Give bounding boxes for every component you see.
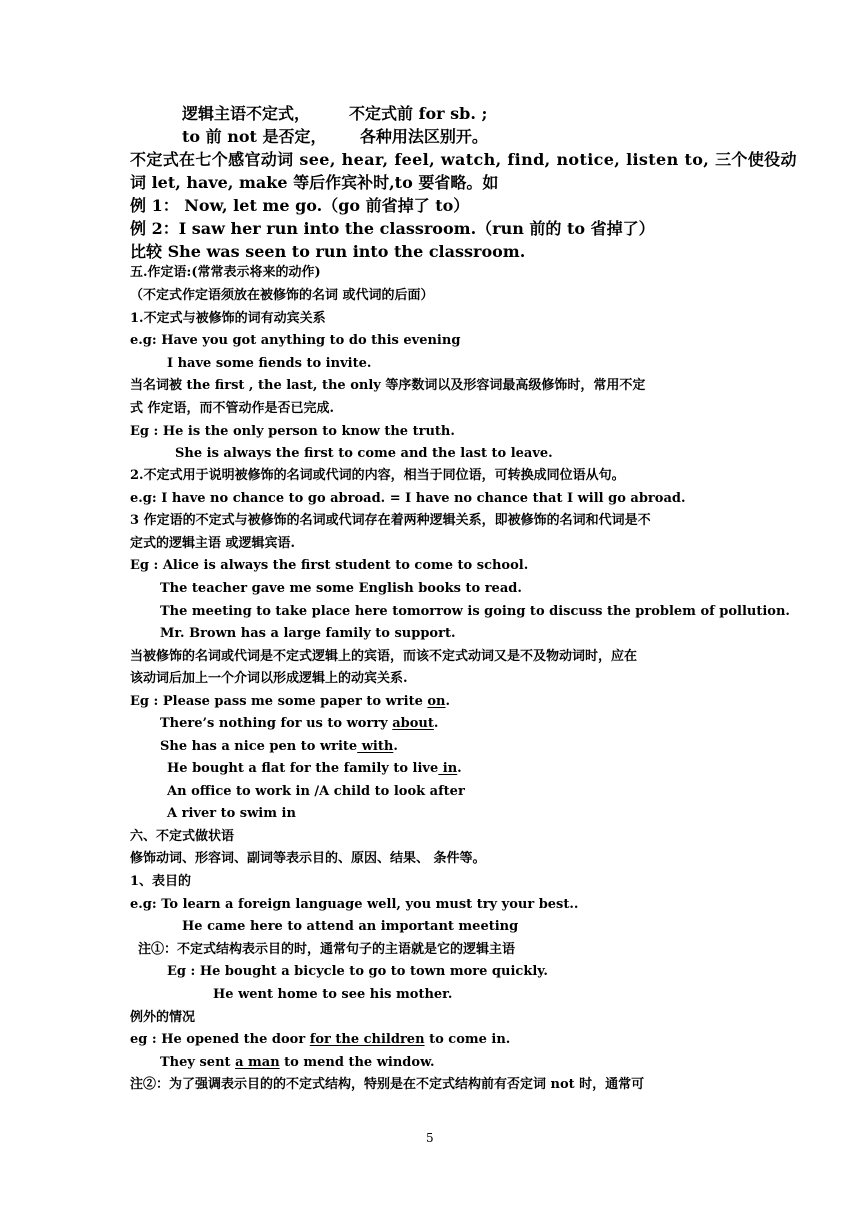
text-line: [130, 695, 450, 708]
text-line: [160, 627, 455, 640]
text-line: [130, 1078, 644, 1091]
text-segment: 定式的逻辑主语 或逻辑宾语.: [130, 536, 296, 551]
text-line: [130, 830, 234, 843]
text-line: [130, 559, 528, 572]
text-line: [130, 152, 797, 168]
underlined-word: in: [438, 761, 458, 776]
text-segment: eg : He opened the door: [130, 1032, 310, 1047]
text-segment: 注②：为了强调表示目的的不定式结构，特别是在不定式结构前有否定词 not 时，通常可: [130, 1077, 645, 1092]
text-segment: 比较 She was seen to run into the classroom.: [130, 242, 526, 261]
page-number: 5: [426, 1131, 434, 1145]
text-segment: 逻辑主语不定式，: [182, 104, 311, 123]
text-segment: Eg : He bought a bicycle to go to town more quickly.: [167, 964, 548, 979]
text-segment: 不定式前 for sb. ;: [349, 104, 488, 123]
text-segment: 各种用法区别开。: [359, 127, 488, 146]
text-line: [130, 852, 486, 865]
text-segment: 当名词被 the first , the last, the only 等序数词以及形容词最高级修饰时，常用不定: [130, 378, 646, 393]
text-segment: e.g: To learn a foreign language well, you must try your best..: [130, 897, 579, 912]
text-segment: .: [457, 761, 462, 776]
text-line: [167, 965, 548, 978]
text-segment: He went home to see his mother.: [213, 987, 453, 1002]
text-line: [160, 605, 790, 618]
text-line: [167, 807, 296, 820]
text-line: [130, 1011, 195, 1024]
text-line: [130, 198, 469, 214]
text-line: [160, 582, 522, 595]
text-line: [160, 717, 438, 730]
text-segment: 该动词后加上一个介词以形成逻辑上的动宾关系.: [130, 671, 408, 686]
text-segment: 五.作定语:(常常表示将来的动作): [130, 265, 321, 280]
text-line: [130, 221, 655, 237]
text-line: [167, 762, 462, 775]
text-line: [130, 875, 191, 888]
text-segment: 3 作定语的不定式与被修饰的名词或代词存在着两种逻辑关系，即被修饰的名词和代词是不: [130, 513, 651, 528]
text-line: [130, 492, 686, 505]
text-segment: to mend the window.: [279, 1055, 435, 1070]
text-segment: An office to work in /A child to look after: [167, 784, 465, 799]
text-segment: She is always the first to come and the last to leave.: [175, 446, 553, 461]
text-segment: He came here to attend an important meeting: [182, 919, 519, 934]
text-segment: 当被修饰的名词或代词是不定式逻辑上的宾语，而该不定式动词又是不及物动词时，应在: [130, 649, 638, 664]
text-line: [130, 334, 460, 347]
text-line: [130, 537, 295, 550]
text-line: [130, 898, 578, 911]
text-line: [213, 988, 452, 1001]
text-segment: [310, 104, 349, 123]
underlined-word: with: [357, 739, 394, 754]
text-line: [175, 447, 553, 460]
text-line: [130, 244, 525, 260]
text-line: [182, 129, 488, 145]
text-line: [130, 514, 651, 527]
text-line: [167, 357, 371, 370]
text-segment: Mr. Brown has a large family to support.: [160, 626, 456, 641]
text-segment: [326, 127, 359, 146]
text-line: [130, 425, 455, 438]
text-segment: to come in.: [424, 1032, 511, 1047]
text-segment: 1.不定式与被修饰的词有动宾关系: [130, 311, 326, 326]
text-segment: There’s nothing for us to worry: [160, 716, 393, 731]
text-line: [130, 289, 434, 302]
text-line: [130, 312, 326, 325]
text-segment: .: [445, 694, 451, 709]
text-segment: （不定式作定语须放在被修饰的名词 或代词的后面）: [130, 288, 434, 303]
text-segment: 六、不定式做状语: [130, 829, 235, 844]
text-segment: The teacher gave me some English books to read.: [160, 581, 522, 596]
underlined-word: on: [427, 694, 446, 709]
text-line: [182, 106, 487, 122]
underlined-word: for the children: [309, 1032, 425, 1047]
text-line: [130, 469, 625, 482]
text-line: [160, 740, 398, 753]
text-segment: 不定式在七个感官动词 see, hear, feel, watch, find, notice, listen to, 三个使役动: [130, 150, 797, 169]
text-segment: e.g: I have no chance to go abroad. = I have no chance that I will go abroad.: [130, 491, 686, 506]
text-line: [167, 785, 465, 798]
text-segment: I have some fiends to invite.: [167, 356, 372, 371]
underlined-word: about: [392, 716, 434, 731]
text-line: [130, 175, 498, 191]
text-segment: .: [393, 739, 398, 754]
text-segment: A river to swim in: [167, 806, 296, 821]
text-line: [130, 266, 321, 279]
text-line: [160, 1056, 434, 1069]
text-segment: 词 let, have, make 等后作宾补时,to 要省略。如: [130, 173, 499, 192]
underlined-word: a man: [235, 1055, 280, 1070]
text-segment: 例外的情况: [130, 1010, 196, 1025]
text-line: [130, 402, 334, 415]
text-segment: to 前 not 是否定，: [182, 127, 327, 146]
text-segment: 1、表目的: [130, 874, 192, 889]
text-segment: He bought a flat for the family to live: [167, 761, 439, 776]
text-line: [138, 943, 515, 956]
text-segment: 例 1： Now, let me go.（go 前省掉了 to）: [130, 196, 470, 215]
text-line: [130, 379, 645, 392]
text-segment: She has a nice pen to write: [160, 739, 358, 754]
text-segment: Eg : He is the only person to know the truth.: [130, 424, 455, 439]
text-segment: e.g: Have you got anything to do this evening: [130, 333, 461, 348]
text-segment: Eg : Alice is always the first student to come to school.: [130, 558, 529, 573]
text-segment: .: [433, 716, 439, 731]
text-line: [130, 650, 637, 663]
text-segment: 例 2：I saw her run into the classroom.（run 前的 to 省掉了）: [130, 219, 655, 238]
text-segment: 式 作定语，而不管动作是否已完成.: [130, 401, 335, 416]
text-line: [182, 920, 518, 933]
text-segment: Eg : Please pass me some paper to write: [130, 694, 428, 709]
text-line: [130, 672, 408, 685]
text-segment: 修饰动词、形容词、副词等表示目的、原因、结果、 条件等。: [130, 851, 486, 866]
text-segment: 2.不定式用于说明被修饰的名词或代词的内容，相当于同位语，可转换成同位语从句。: [130, 468, 625, 483]
text-segment: The meeting to take place here tomorrow is going to discuss the problem of pollution.: [160, 604, 790, 619]
text-segment: They sent: [160, 1055, 236, 1070]
text-segment: 注①：不定式结构表示目的时，通常句子的主语就是它的逻辑主语: [138, 942, 516, 957]
text-line: [130, 1033, 510, 1046]
